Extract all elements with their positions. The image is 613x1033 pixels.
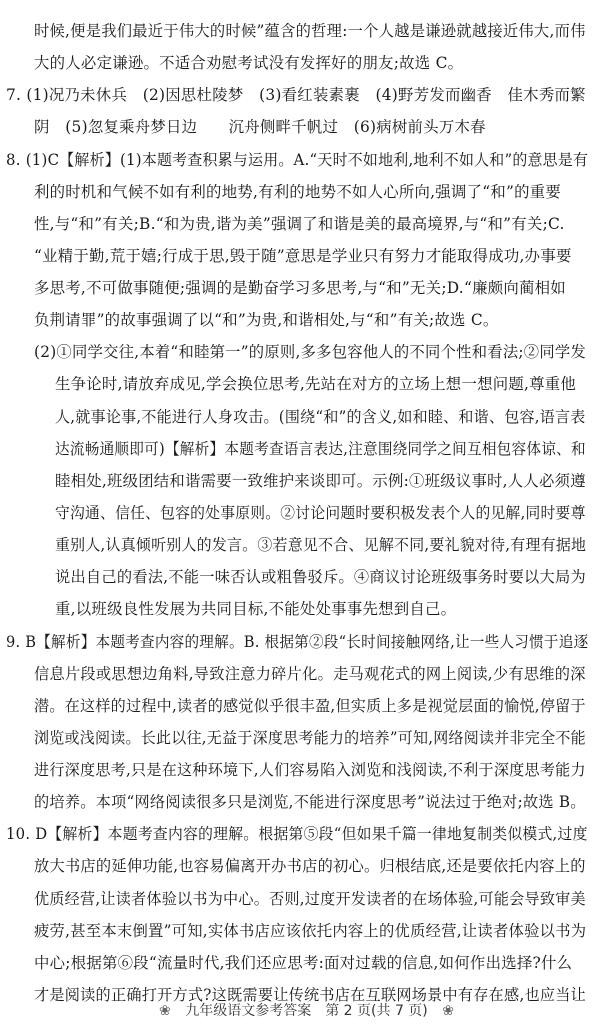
text-line: 负荆请罪”的故事强调了以“和”为贵,和谐相处,与“和”有关;故选 C。 (34, 311, 499, 330)
text-line: 的培养。本项“网络阅读很多只是浏览,不能进行深度思考”说法过于绝对;故选 B。 (34, 793, 586, 812)
text-line: 重别人,认真倾听别人的发言。③若意见不合、见解不同,要礼貌对待,有理有据地 (55, 536, 587, 555)
page-footer (0, 1000, 613, 1020)
text-line: 才是阅读的正确打开方式?这既需要让传统书店在互联网场景中有存在感,也应当让 (34, 986, 587, 1004)
text-line: 人,就事论事,不能进行人身攻击。(围绕“和”的含义,如和睦、和谐、包容,语言表 (55, 407, 586, 426)
text-line: 9. B【解析】本题考查内容的理解。B. 根据第②段“长时间接触网络,让一些人习惯于追逐 (6, 632, 589, 651)
text-line: 时候,便是我们最近于伟大的时候”蕴含的哲理:一个人越是谦逊就越接近伟大,而伟 (34, 22, 586, 40)
text-line: 重,以班级良性发展为共同目标,不能处处事事先想到自己。 (55, 600, 457, 619)
flower-ornament-icon: ❀ (442, 1003, 454, 1019)
text-line: 生争论时,请放弃成见,学会换位思考,先站在对方的立场上想一想问题,尊重他 (55, 375, 577, 394)
text-line: “业精于勤,荒于嬉;行成于思,毁于随”意思是学业只有努力才能取得成功,办事要 (34, 246, 572, 265)
text-line: 浏览或浅阅读。长此以往,无益于深度思考能力的培养”可知,网络阅读并非完全不能 (34, 728, 586, 747)
text-line: 潜。在这样的过程中,读者的感觉似乎很丰盈,但实质上多是视觉层面的愉悦,停留于 (34, 696, 586, 715)
text-line: 说出自己的看法,不能一味否认或粗鲁驳斥。④商议讨论班级事务时要以大局为 (55, 568, 586, 587)
text-line: 睦相处,班级团结和谐需要一致维护来谈即可。示例:①班级议事时,人人必须遵 (55, 471, 586, 490)
text-line: 多思考,不可做事随便;强调的是勤奋学习多思考,与“和”无关;D.“廉颇向蔺相如 (34, 279, 566, 298)
text-line: 阴 (5)忽复乘舟梦日边 沉舟侧畔千帆过 (6)病树前头万木春 (34, 118, 486, 137)
text-line: 守沟通、信任、包容的处事原则。②讨论问题时要积极发表个人的见解,同时要尊 (55, 504, 586, 522)
text-line: 性,与“和”有关;B.“和为贵,谐为美”强调了和谐是美的最高境界,与“和”有关;C. (34, 214, 565, 233)
text-line: 中心;根据第⑥段“流量时代,我们还应思考:面对过载的信息,如何作出选择?什么 (34, 953, 573, 972)
text-line: 信息片段或思想边角料,导致注意力碎片化。走马观花式的网上阅读,少有思维的深 (34, 664, 586, 683)
text-line: 放大书店的延伸功能,也容易偏离开办书店的初心。归根结底,还是要依托内容上的 (34, 857, 586, 876)
flower-ornament-icon: ❀ (159, 1003, 171, 1019)
text-line: 10. D【解析】本题考查内容的理解。根据第⑤段“但如果千篇一律地复制类似模式,过度 (6, 825, 588, 844)
text-line: 利的时机和气候不如有利的地势,有利的地势不如人心所向,强调了“和”的重要 (34, 182, 562, 201)
text-line: 进行深度思考,只是在这种环境下,人们容易陷入浏览和浅阅读,不利于深度思考能力 (34, 761, 586, 780)
text-line: (2)①同学交往,本着“和睦第一”的原则,多多包容他人的不同个性和看法;②同学发 (34, 343, 587, 362)
text-line: 达流畅通顺即可)【解析】本题考查语言表达,注意围绕同学之间互相包容体谅、和 (55, 439, 586, 458)
text-line: 大的人必定谦逊。不适合劝慰考试没有发挥好的朋友;故选 C。 (34, 54, 464, 73)
text-line: 优质经营,让读者体验以书为中心。否则,过度开发读者的在场体验,可能会导致审美 (34, 889, 586, 908)
footer-page-label: 九年级语文参考答案 第 2 页(共 7 页) (185, 1003, 428, 1019)
text-line: 疲劳,甚至本末倒置”可知,实体书店应该依托内容上的优质经营,让读者体验以书为 (34, 921, 587, 940)
text-line: 7. (1)况乃未休兵 (2)因思杜陵梦 (3)看红装素裹 (4)野芳发而幽香 佳木秀而繁 (6, 86, 586, 105)
text-line: 8. (1)C【解析】(1)本题考查积累与运用。A.“天时不如地利,地利不如人和”的意思是有 (6, 150, 589, 169)
